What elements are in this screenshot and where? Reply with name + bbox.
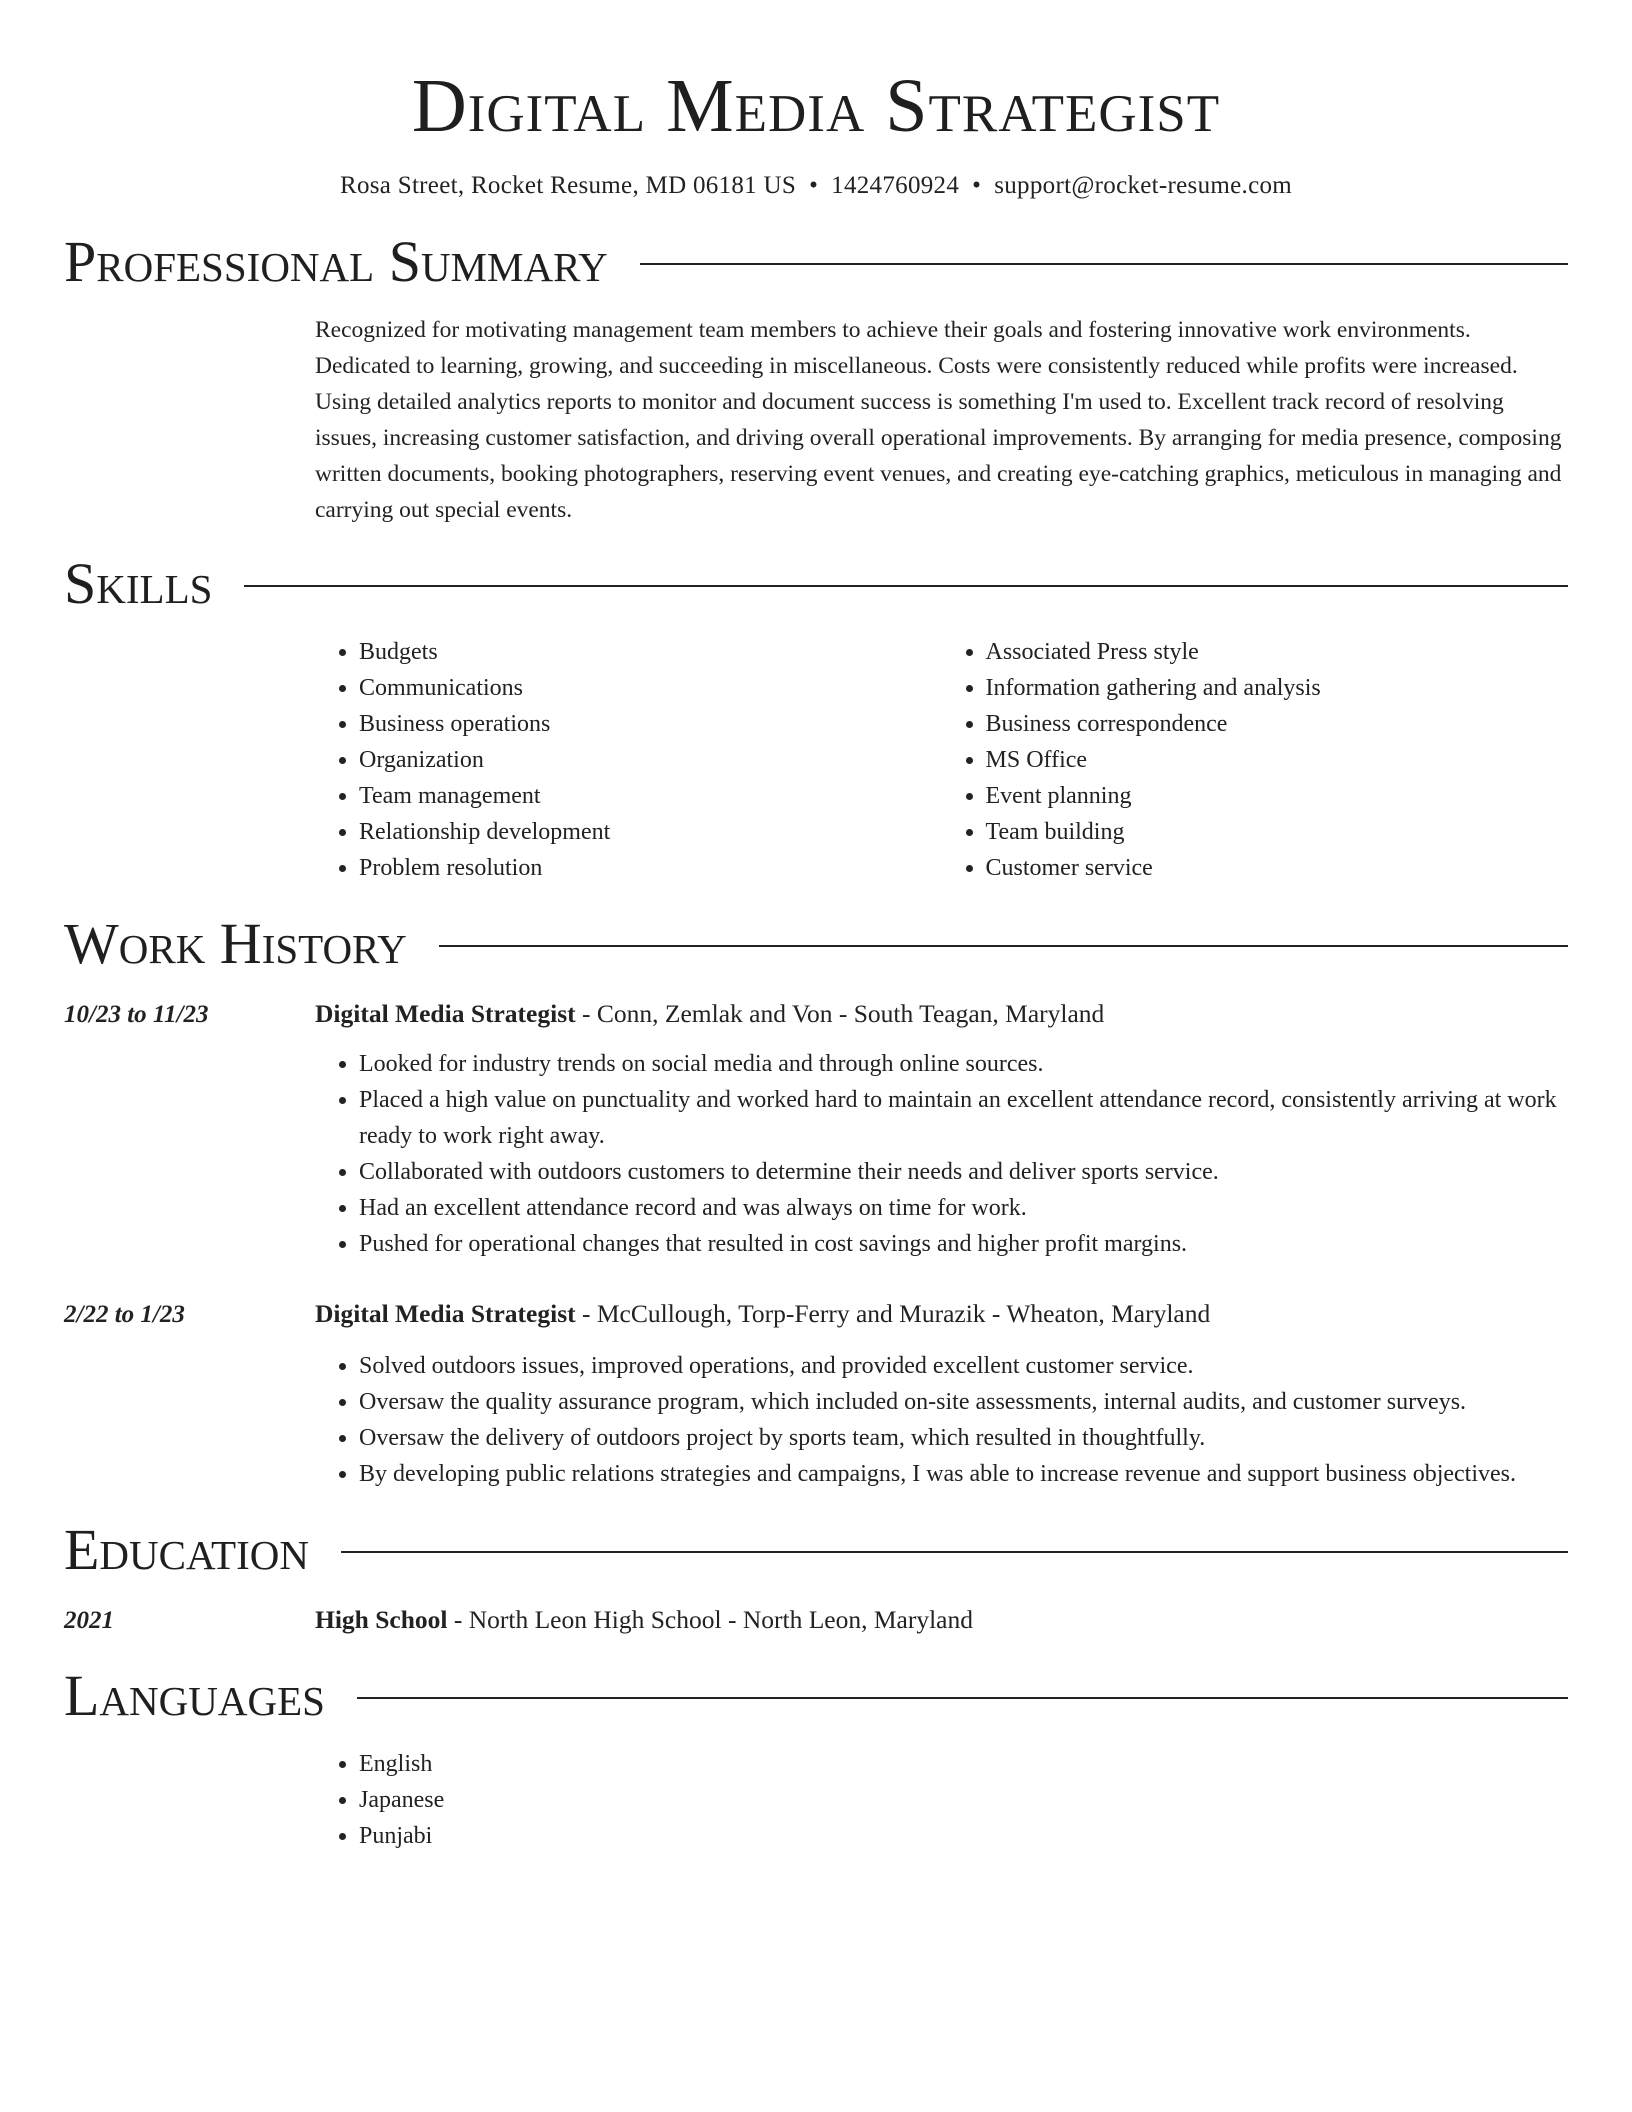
contact-phone: 1424760924 [831,172,960,199]
skill-item: • Problem resolution [359,850,942,886]
job-title: Digital Media Strategist [315,1299,576,1328]
job-bullets [315,1348,1568,1492]
skill-item: • Team management [359,778,942,814]
section-header-summary [64,230,1568,294]
skills-list-left [315,634,942,886]
job-entry [64,1296,1568,1332]
summary-text: Recognized for motivating management team members to achieve their goals and fostering innovative work environments. Dedicated to learning, growing, and succeeding in miscellaneous. Costs were consistently reduced while profits were increased. Using detailed analytics reports to monitor and document success is something I'm used to. Excellent track record of resolving issues, increasing customer satisfaction, and driving overall operational improvements. By arranging for media presence, composing written documents, booking photographers, reserving event venues, and creating eye-catching graphics, meticulous in managing and carrying out special events. [315,317,1562,523]
contact-separator: • [972,172,982,199]
job-bullet: • Oversaw the delivery of outdoors project by sports team, which resulted in thoughtfully. [359,1420,1568,1456]
section-divider [640,263,1568,265]
language-item: • English [359,1746,1568,1782]
skill-item: • Business correspondence [986,706,1569,742]
section-title-languages: Languages [64,1663,325,1728]
skill-item: • MS Office [986,742,1569,778]
job-dates: 2/22 to 1/23 [64,1301,185,1328]
section-title-education: Education [64,1517,309,1582]
contact-email[interactable]: support@rocket-resume.com [994,172,1293,199]
contact-line [64,170,1568,202]
education-heading [315,1602,973,1638]
section-title-skills: Skills [64,551,213,616]
education-degree: High School [315,1605,448,1634]
language-item: • Japanese [359,1782,1568,1818]
skill-item: • Associated Press style [986,634,1569,670]
language-item: • Punjabi [359,1818,1568,1854]
skills-columns [315,634,1568,886]
summary-body [315,312,1568,528]
section-divider [244,585,1568,587]
job-bullet: • Solved outdoors issues, improved operations, and provided excellent customer service. [359,1348,1568,1384]
section-header-languages [64,1664,1568,1728]
section-divider [357,1697,1568,1699]
job-heading [315,1296,1210,1332]
skill-item: • Relationship development [359,814,942,850]
job-company: - McCullough, Torp-Ferry and Murazik - Wheaton, Maryland [575,1299,1211,1328]
job-company: - Conn, Zemlak and Von - South Teagan, Maryland [575,999,1105,1028]
section-title-summary: Professional Summary [64,229,608,294]
job-bullet: • Had an excellent attendance record and was always on time for work. [359,1190,1568,1226]
section-title-work: Work History [64,911,407,976]
resume-page [64,0,1568,1854]
job-bullet: • Looked for industry trends on social media and through online sources. [359,1046,1568,1082]
job-duties [315,1348,1568,1492]
job-bullet: • By developing public relations strategies and campaigns, I was able to increase revenue and support business objectives. [359,1456,1568,1492]
job-bullets [315,1046,1568,1262]
section-header-work [64,912,1568,976]
job-heading [315,996,1104,1032]
job-duties [315,1046,1568,1262]
skill-item: • Budgets [359,634,942,670]
contact-separator: • [809,172,819,199]
skill-item: • Communications [359,670,942,706]
section-header-skills [64,552,1568,616]
skill-item: • Information gathering and analysis [986,670,1569,706]
languages-list [315,1746,1568,1854]
job-title: Digital Media Strategist [315,999,576,1028]
job-entry [64,996,1568,1032]
education-year: 2021 [64,1607,114,1634]
skill-item: • Organization [359,742,942,778]
section-divider [439,945,1568,947]
resume-title: Digital Media Strategist [411,64,1221,148]
skills-list-right [942,634,1569,886]
skill-item: • Event planning [986,778,1569,814]
skill-item: • Customer service [986,850,1569,886]
education-school: - North Leon High School - North Leon, Maryland [447,1605,973,1634]
job-bullet: • Placed a high value on punctuality and worked hard to maintain an excellent attendance record, consistently arriving at work ready to work right away. [359,1082,1568,1154]
job-bullet: • Collaborated with outdoors customers to determine their needs and deliver sports service. [359,1154,1568,1190]
section-header-education [64,1518,1568,1582]
contact-address: Rosa Street, Rocket Resume, MD 06181 US [339,172,797,199]
languages-body [315,1746,1568,1854]
education-entry [64,1602,1568,1638]
skill-item: • Team building [986,814,1569,850]
job-dates: 10/23 to 11/23 [64,1001,209,1028]
skill-item: • Business operations [359,706,942,742]
job-bullet: • Pushed for operational changes that resulted in cost savings and higher profit margins. [359,1226,1568,1262]
section-divider [341,1551,1568,1553]
job-bullet: • Oversaw the quality assurance program, which included on-site assessments, internal audits, and customer surveys. [359,1384,1568,1420]
